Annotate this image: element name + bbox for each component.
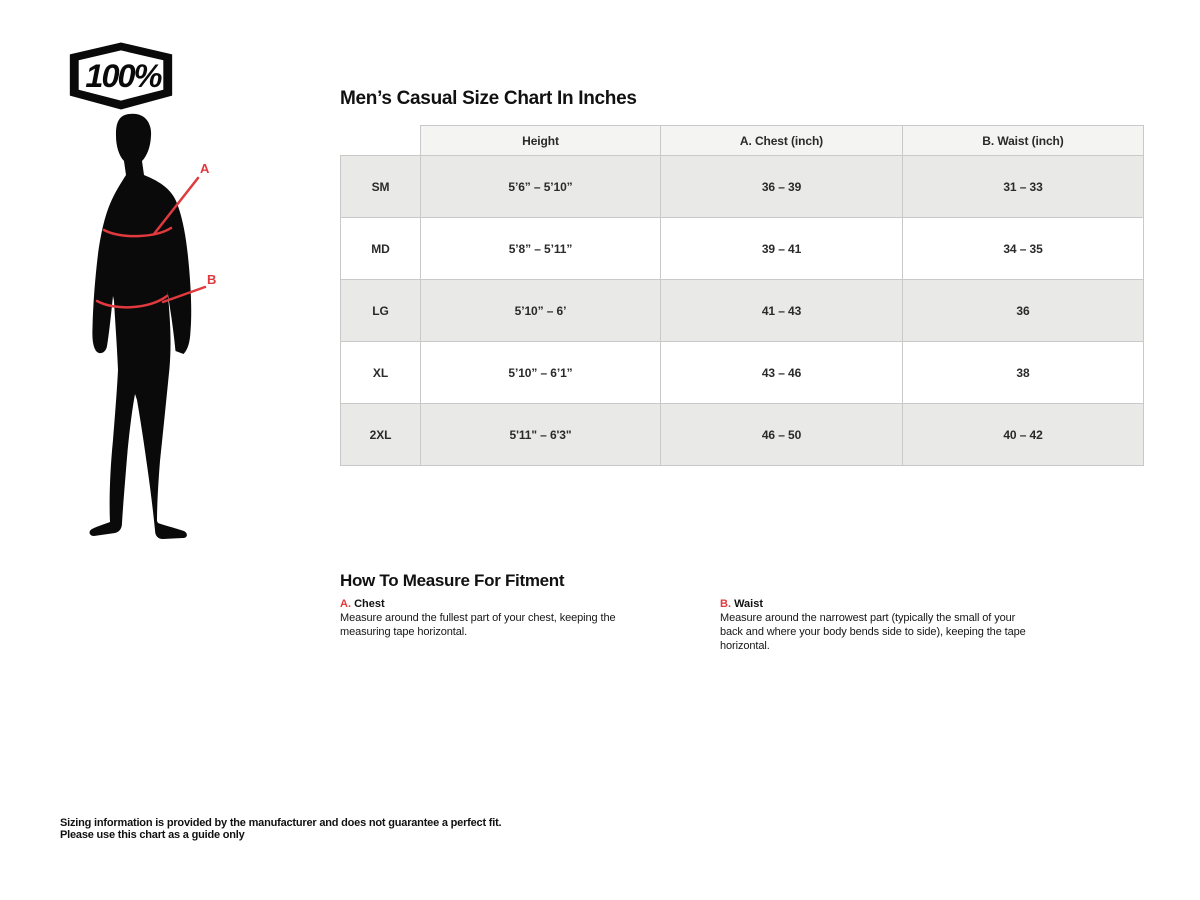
chest-cell: 36 – 39 [661,156,903,218]
size-cell: 2XL [341,404,421,466]
measure-letter-b: B. [720,598,731,610]
figure-label-b: B [207,272,217,287]
brand-logo-text: 100% [85,57,161,94]
measure-label-waist [720,598,1030,610]
measure-letter-a: A. [340,598,351,610]
chest-cell: 46 – 50 [661,404,903,466]
waist-cell: 31 – 33 [903,156,1144,218]
height-cell: 5’6” – 5’10” [421,156,661,218]
header-cell-blank [341,126,421,156]
size-cell: SM [341,156,421,218]
waist-cell: 36 [903,280,1144,342]
figure-label-a: A [200,161,210,176]
measure-desc-waist: Measure around the narrowest part (typically the small of your back and where your body bends side to side), keeping the tape horizontal. [720,612,1026,652]
measure-guide-section [340,571,1060,652]
measure-name-chest: Chest [354,598,385,610]
table-row-md [341,218,1144,280]
size-cell: XL [341,342,421,404]
male-silhouette-icon [65,110,220,543]
waist-cell: 34 – 35 [903,218,1144,280]
height-cell: 5'11" – 6'3" [421,404,661,466]
measure-guide-title: How To Measure For Fitment [340,571,565,590]
table-row-xl [341,342,1144,404]
brand-logo-badge-icon [60,38,182,114]
measurement-figure [65,110,220,548]
chest-cell: 39 – 41 [661,218,903,280]
disclaimer [60,817,501,841]
measure-item-waist [720,598,1030,653]
table-header-row [341,126,1144,156]
measure-desc-chest: Measure around the fullest part of your chest, keeping the measuring tape horizontal. [340,612,616,638]
table-row-2xl [341,404,1144,466]
size-chart-title: Men’s Casual Size Chart In Inches [340,88,637,109]
disclaimer-line-1: Sizing information is provided by the manufacturer and does not guarantee a perfect fit. [60,817,502,829]
header-cell-height: Height [421,126,661,156]
chest-cell: 41 – 43 [661,280,903,342]
height-cell: 5’8” – 5’11” [421,218,661,280]
waist-cell: 38 [903,342,1144,404]
table-row-sm [341,156,1144,218]
waist-cell: 40 – 42 [903,404,1144,466]
table-row-lg [341,280,1144,342]
header-cell-waist: B. Waist (inch) [903,126,1144,156]
measure-name-waist: Waist [734,598,763,610]
height-cell: 5’10” – 6’1” [421,342,661,404]
disclaimer-line-2: Please use this chart as a guide only [60,829,245,841]
size-chart-table [340,125,1144,466]
brand-logo [60,38,182,119]
height-cell: 5’10” – 6’ [421,280,661,342]
measure-label-chest [340,598,650,610]
header-cell-chest: A. Chest (inch) [661,126,903,156]
measure-item-chest [340,598,650,639]
chest-cell: 43 – 46 [661,342,903,404]
size-cell: MD [341,218,421,280]
size-cell: LG [341,280,421,342]
